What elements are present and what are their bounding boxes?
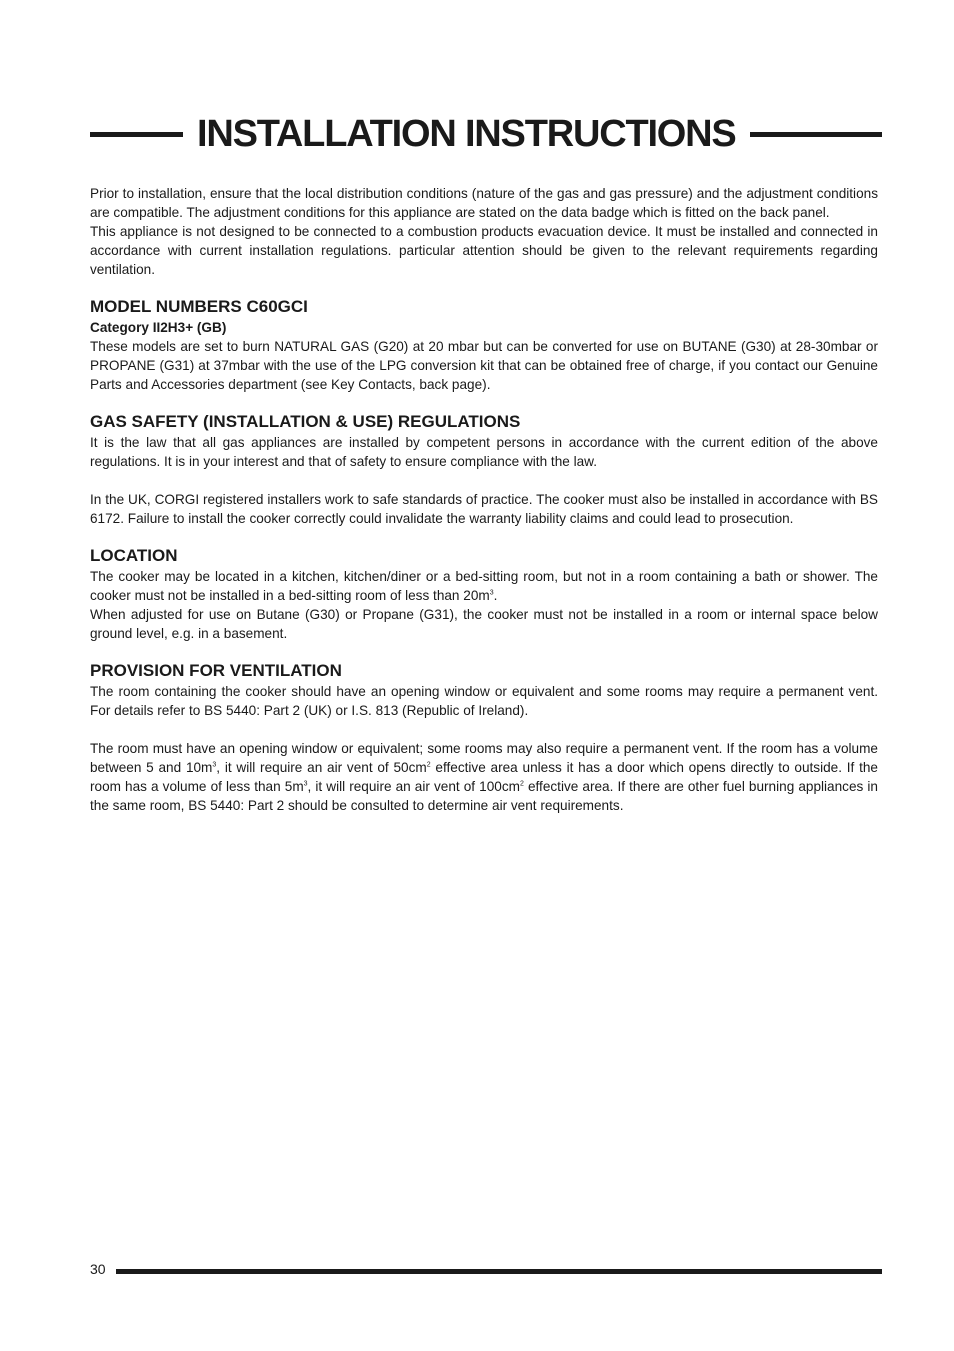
footer-rule [116, 1269, 882, 1274]
intro-section [90, 184, 878, 279]
gas-safety-paragraph-2: In the UK, CORGI registered installers work to safe standards of practice. The cooker must also be installed in accordance with BS 6172. Failure to install the cooker correctly could invalidate the warranty liability claims and could lead to prosecution. [90, 492, 878, 526]
gas-safety-section [90, 411, 878, 528]
model-numbers-heading: MODEL NUMBERS C60GCI [90, 297, 308, 316]
title-row [90, 112, 882, 156]
document-body [90, 184, 878, 815]
ventilation-paragraph-2: The room must have an opening window or equivalent; some rooms may also require a permanent vent. If the room has a volume between 5 and $10m^3$, it will require an air vent of $50cm^2$ effective area unless it has a door which opens directly to outside. If the room has a volume of less than $5m^3$, it will require an air vent of $100cm^2$ effective area. If there are other fuel burning appliances in the same room, BS 5440: Part 2 should be consulted to determine air vent requirements. [90, 741, 878, 813]
ventilation-heading: PROVISION FOR VENTILATION [90, 661, 342, 680]
category-subheading: Category II2H3+ (GB) [90, 320, 227, 335]
model-numbers-section [90, 296, 878, 394]
gas-safety-heading: GAS SAFETY (INSTALLATION & USE) REGULATIONS [90, 412, 521, 431]
ventilation-section [90, 660, 878, 815]
model-numbers-paragraph: These models are set to burn NATURAL GAS (G20) at 20 mbar but can be converted for use on BUTANE (G30) at 28-30mbar or PROPANE (G31) at 37mbar with the use of the LPG conversion kit that can be obtained free of charge, if you contact our Genuine Parts and Accessories department (see Key Contacts, back page). [90, 339, 878, 392]
location-section [90, 545, 878, 643]
intro-paragraph-1: Prior to installation, ensure that the local distribution conditions (nature of the gas and gas pressure) and the adjustment conditions are compatible. The adjustment conditions for this appliance are stated on the data badge which is fitted on the back panel. [90, 186, 878, 220]
location-heading: LOCATION [90, 546, 178, 565]
gas-safety-paragraph-1: It is the law that all gas appliances are installed by competent persons in accordance with the current edition of the above regulations. It is in your interest and that of safety to ensure compliance with the law. [90, 435, 878, 469]
ventilation-paragraph-1: The room containing the cooker should have an opening window or equivalent and some rooms may require a permanent vent. For details refer to BS 5440: Part 2 (UK) or I.S. 813 (Republic of Ireland). [90, 684, 878, 718]
title-rule-right [750, 132, 882, 137]
page-footer [90, 1259, 882, 1279]
location-paragraph-1: The cooker may be located in a kitchen, kitchen/diner or a bed-sitting room, but not in a room containing a bath or shower. The cooker must not be installed in a bed-sitting room of less than $20m^3$. [90, 569, 878, 603]
location-paragraph-2: When adjusted for use on Butane (G30) or Propane (G31), the cooker must not be installed in a room or internal space below ground level, e.g. in a basement. [90, 607, 878, 641]
page-number: 30 [90, 1261, 106, 1277]
page-title: INSTALLATION INSTRUCTIONS [197, 113, 736, 155]
intro-paragraph-2: This appliance is not designed to be connected to a combustion products evacuation device. It must be installed and connected in accordance with current installation regulations. particular attention should be given to the relevant requirements regarding ventilation. [90, 224, 878, 277]
title-rule-left [90, 132, 183, 137]
